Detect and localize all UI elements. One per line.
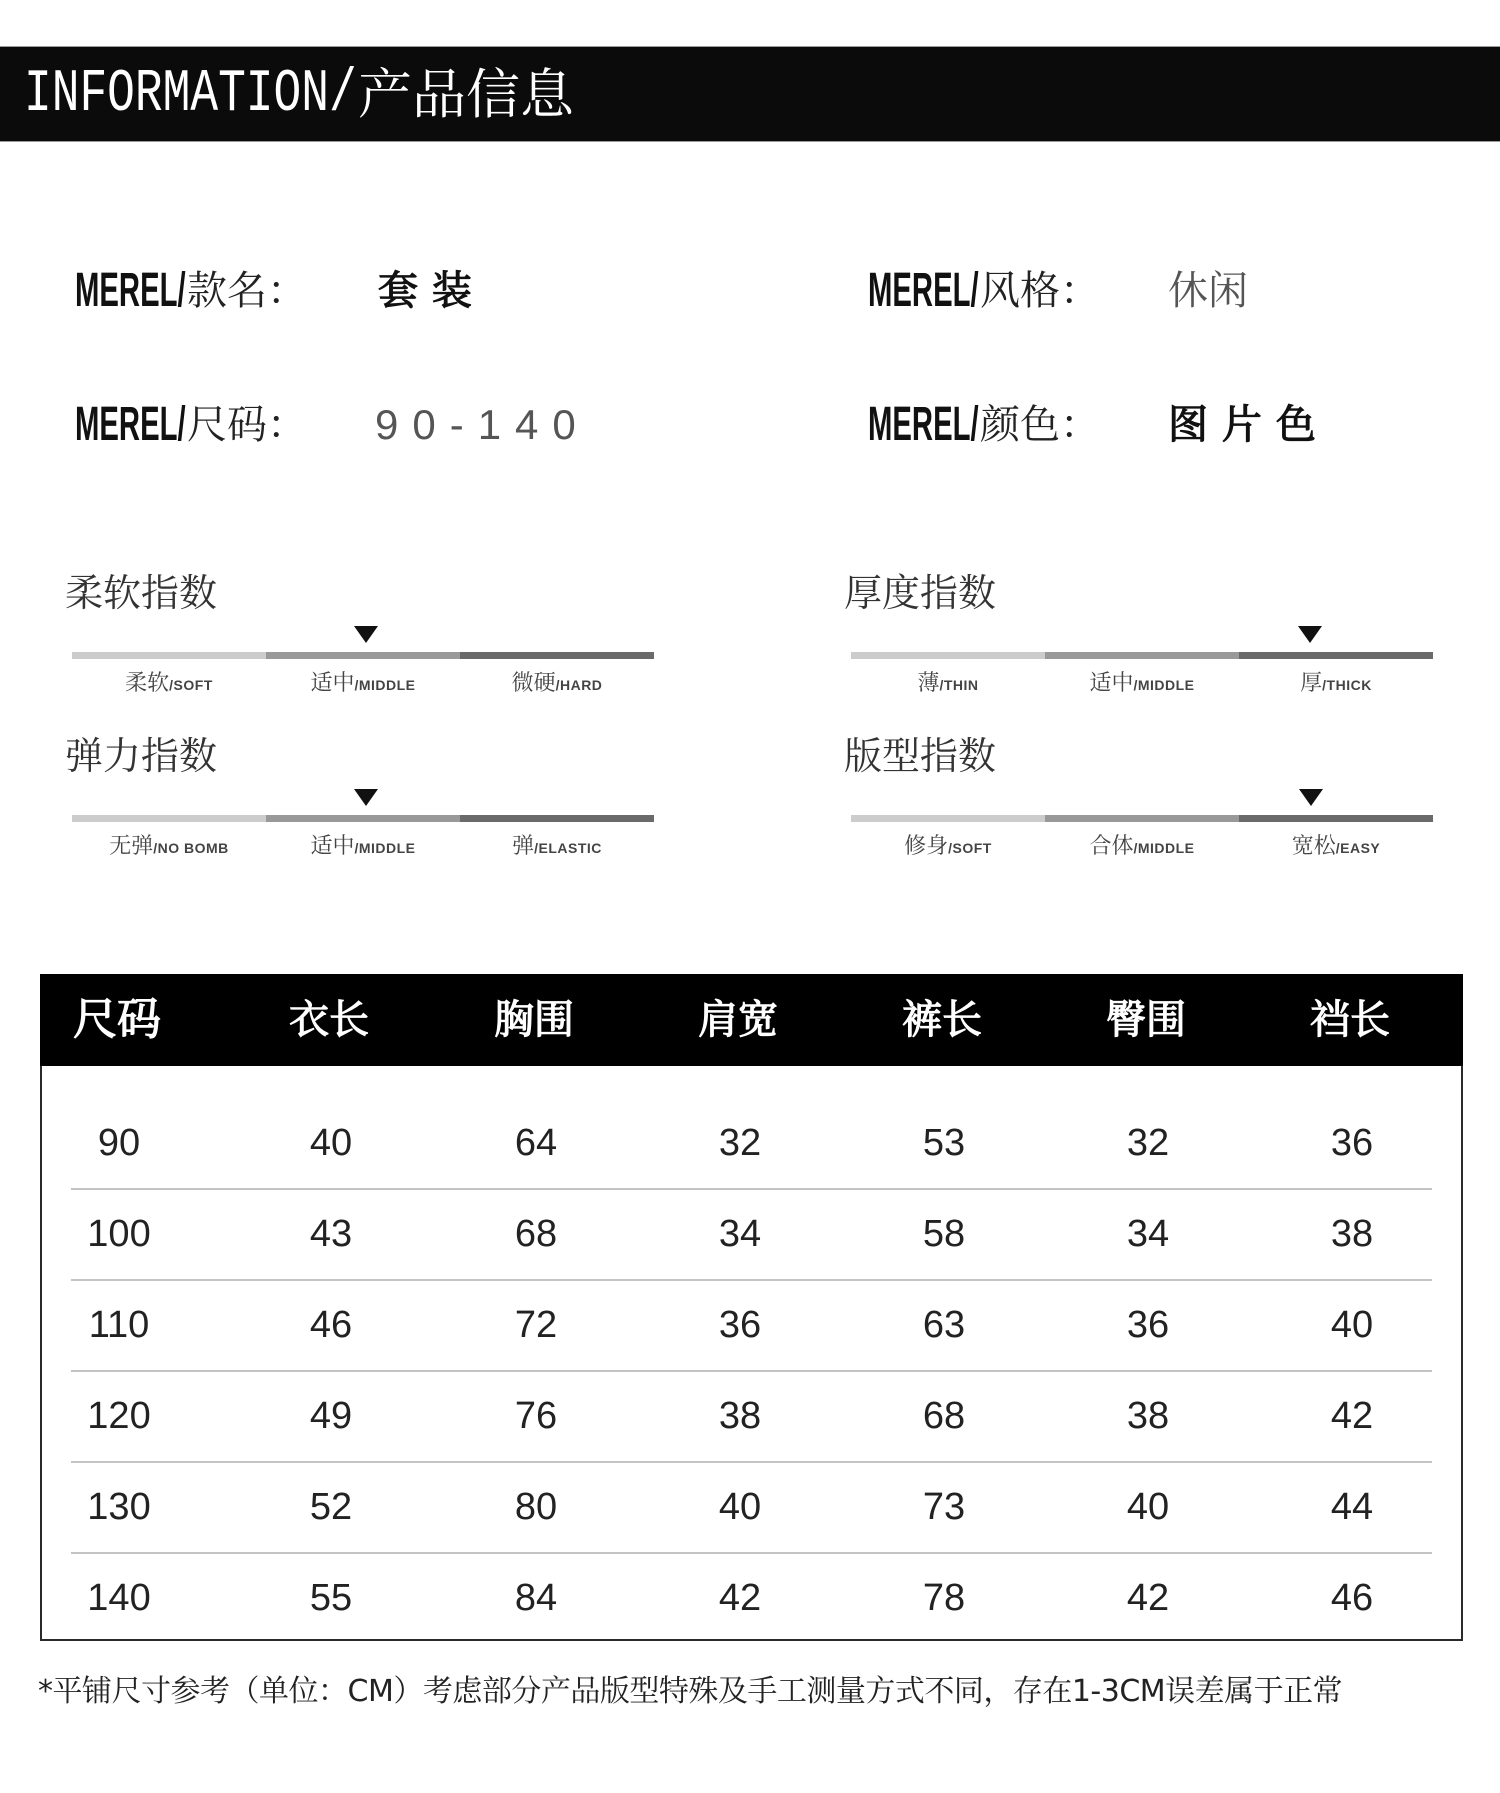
softness-index-title: 柔软指数: [65, 571, 218, 615]
scale-segment-high: [460, 815, 654, 822]
index-scale-bar: [851, 815, 1433, 822]
scale-option-loose: [1239, 833, 1433, 862]
option-en: /THIN: [939, 677, 979, 693]
table-cell: 68: [922, 1395, 966, 1437]
table-cell: 38: [1330, 1213, 1374, 1255]
scale-segment-high: [1239, 652, 1433, 659]
size-chart-table: [40, 974, 1463, 1641]
index-scale-bar: [851, 652, 1433, 659]
column-header-top-length: 衣长: [289, 997, 369, 1043]
table-cell: 84: [514, 1577, 558, 1619]
table-cell: 52: [309, 1486, 353, 1528]
table-cell: 40: [309, 1122, 353, 1164]
brand-prefix: MEREL/: [75, 398, 186, 451]
table-cell: 46: [1330, 1577, 1374, 1619]
option-cn: 适中: [310, 671, 355, 696]
table-cell: 110: [88, 1304, 150, 1346]
option-en: /HARD: [555, 677, 603, 693]
option-en: /MIDDLE: [1133, 840, 1195, 856]
scale-option-no-stretch: [72, 833, 266, 862]
table-cell: 72: [514, 1304, 558, 1346]
table-row: [42, 1553, 1461, 1644]
fit-index-title: 版型指数: [844, 734, 997, 778]
column-header-pants-length: 裤长: [902, 997, 982, 1043]
table-cell: 38: [1126, 1395, 1170, 1437]
table-cell: 36: [1126, 1304, 1170, 1346]
option-cn: 微硬: [511, 671, 556, 696]
table-cell: 40: [718, 1486, 762, 1528]
column-header-shoulder: 肩宽: [698, 997, 778, 1043]
scale-option-elastic: [460, 833, 654, 862]
option-en: /MIDDLE: [354, 840, 416, 856]
table-cell: 44: [1330, 1486, 1374, 1528]
elasticity-index-title: 弹力指数: [65, 734, 218, 778]
option-cn: 无弹: [109, 834, 154, 859]
option-en: /MIDDLE: [1133, 677, 1195, 693]
scale-option-middle: [1045, 670, 1239, 699]
option-cn: 适中: [310, 834, 355, 859]
table-cell: 43: [309, 1213, 353, 1255]
selected-marker-icon: [354, 789, 378, 806]
scale-option-thick: [1239, 670, 1433, 699]
table-row: [42, 1280, 1461, 1371]
table-cell: 40: [1126, 1486, 1170, 1528]
thickness-index-title: 厚度指数: [844, 571, 997, 615]
table-cell: 80: [514, 1486, 558, 1528]
table-cell: 36: [718, 1304, 762, 1346]
brand-prefix: MEREL/: [868, 264, 979, 317]
field-label: 风格：: [980, 268, 1100, 314]
table-cell: 53: [922, 1122, 966, 1164]
option-cn: 弹: [512, 834, 535, 859]
selected-marker-icon: [1298, 626, 1322, 643]
scale-option-regular: [1045, 833, 1239, 862]
option-cn: 适中: [1089, 671, 1134, 696]
index-scale-bar: [72, 652, 654, 659]
info-style-name-value: 套 装: [378, 268, 472, 314]
table-row: [42, 1462, 1461, 1553]
table-cell: 34: [1126, 1213, 1170, 1255]
info-style-name-label: [75, 263, 307, 319]
option-cn: 修身: [904, 834, 949, 859]
option-en: /THICK: [1322, 677, 1372, 693]
table-cell: 34: [718, 1213, 762, 1255]
table-cell: 76: [514, 1395, 558, 1437]
table-row: [42, 1098, 1461, 1189]
index-scale-bar: [72, 815, 654, 822]
scale-segment-mid: [266, 652, 460, 659]
table-cell: 42: [1330, 1395, 1374, 1437]
scale-option-hard: [460, 670, 654, 699]
info-header-bar: [0, 46, 1500, 142]
table-cell: 100: [87, 1213, 151, 1255]
option-en: /SOFT: [169, 677, 213, 693]
scale-option-thin: [851, 670, 1045, 699]
measurement-note: *平铺尺寸参考（单位：CM）考虑部分产品版型特殊及手工测量方式不同，存在1-3CM误差属于正常: [38, 1674, 1343, 1709]
table-row: [42, 1371, 1461, 1462]
info-style-label: [868, 263, 1100, 319]
scale-segment-high: [460, 652, 654, 659]
brand-prefix: MEREL/: [868, 398, 979, 451]
scale-segment-high: [1239, 815, 1433, 822]
table-cell: 55: [309, 1577, 353, 1619]
scale-segment-low: [851, 652, 1045, 659]
column-header-hip: 臀围: [1106, 997, 1186, 1043]
table-cell: 78: [922, 1577, 966, 1619]
table-header-row: [40, 974, 1463, 1066]
table-row: [42, 1189, 1461, 1280]
option-en: /NO BOMB: [153, 840, 229, 856]
table-cell: 46: [309, 1304, 353, 1346]
option-en: /MIDDLE: [354, 677, 416, 693]
selected-marker-icon: [1299, 789, 1323, 806]
table-cell: 120: [87, 1395, 151, 1437]
scale-segment-low: [851, 815, 1045, 822]
thickness-index: [844, 571, 1433, 702]
column-header-size: 尺码: [73, 994, 161, 1045]
table-cell: 32: [1126, 1122, 1170, 1164]
scale-segment-mid: [266, 815, 460, 822]
header-title-cjk: 产品信息: [358, 63, 574, 126]
scale-option-soft: [72, 670, 266, 699]
scale-segment-mid: [1045, 652, 1239, 659]
table-cell: 63: [922, 1304, 966, 1346]
table-cell: 58: [922, 1213, 966, 1255]
table-cell: 68: [514, 1213, 558, 1255]
option-en: /ELASTIC: [534, 840, 602, 856]
option-en: /EASY: [1335, 840, 1381, 856]
table-cell: 90: [97, 1122, 141, 1164]
scale-segment-low: [72, 652, 266, 659]
option-cn: 柔软: [125, 671, 170, 696]
elasticity-index: [65, 734, 654, 865]
option-cn: 宽松: [1291, 834, 1336, 859]
option-cn: 厚: [1300, 671, 1323, 696]
scale-segment-mid: [1045, 815, 1239, 822]
table-cell: 130: [87, 1486, 151, 1528]
option-en: /SOFT: [948, 840, 992, 856]
table-cell: 64: [514, 1122, 558, 1164]
brand-prefix: MEREL/: [75, 264, 186, 317]
fit-index: [844, 734, 1433, 865]
info-color-label: [868, 397, 1100, 453]
field-label: 颜色：: [980, 402, 1100, 448]
scale-option-middle: [266, 670, 460, 699]
field-label: 款名：: [187, 268, 307, 314]
table-cell: 73: [922, 1486, 966, 1528]
table-cell: 38: [718, 1395, 762, 1437]
option-cn: 合体: [1089, 834, 1134, 859]
info-color-value: 图 片 色: [1168, 402, 1316, 448]
table-cell: 140: [87, 1577, 151, 1619]
info-size-value: 90-140: [375, 401, 590, 448]
table-cell: 49: [309, 1395, 353, 1437]
table-cell: 32: [718, 1122, 762, 1164]
column-header-chest: 胸围: [494, 997, 574, 1043]
column-header-rise: 裆长: [1310, 997, 1390, 1043]
field-label: 尺码：: [187, 402, 307, 448]
header-title-latin: INFORMATION/: [24, 61, 357, 129]
table-cell: 42: [1126, 1577, 1170, 1619]
table-cell: 40: [1330, 1304, 1374, 1346]
info-size-label: [75, 397, 307, 453]
softness-index: [65, 571, 654, 702]
table-cell: 42: [718, 1577, 762, 1619]
info-style-value: 休闲: [1168, 268, 1248, 314]
scale-option-middle: [266, 833, 460, 862]
scale-option-slim: [851, 833, 1045, 862]
scale-segment-low: [72, 815, 266, 822]
table-cell: 36: [1330, 1122, 1374, 1164]
selected-marker-icon: [354, 626, 378, 643]
option-cn: 薄: [917, 671, 940, 696]
